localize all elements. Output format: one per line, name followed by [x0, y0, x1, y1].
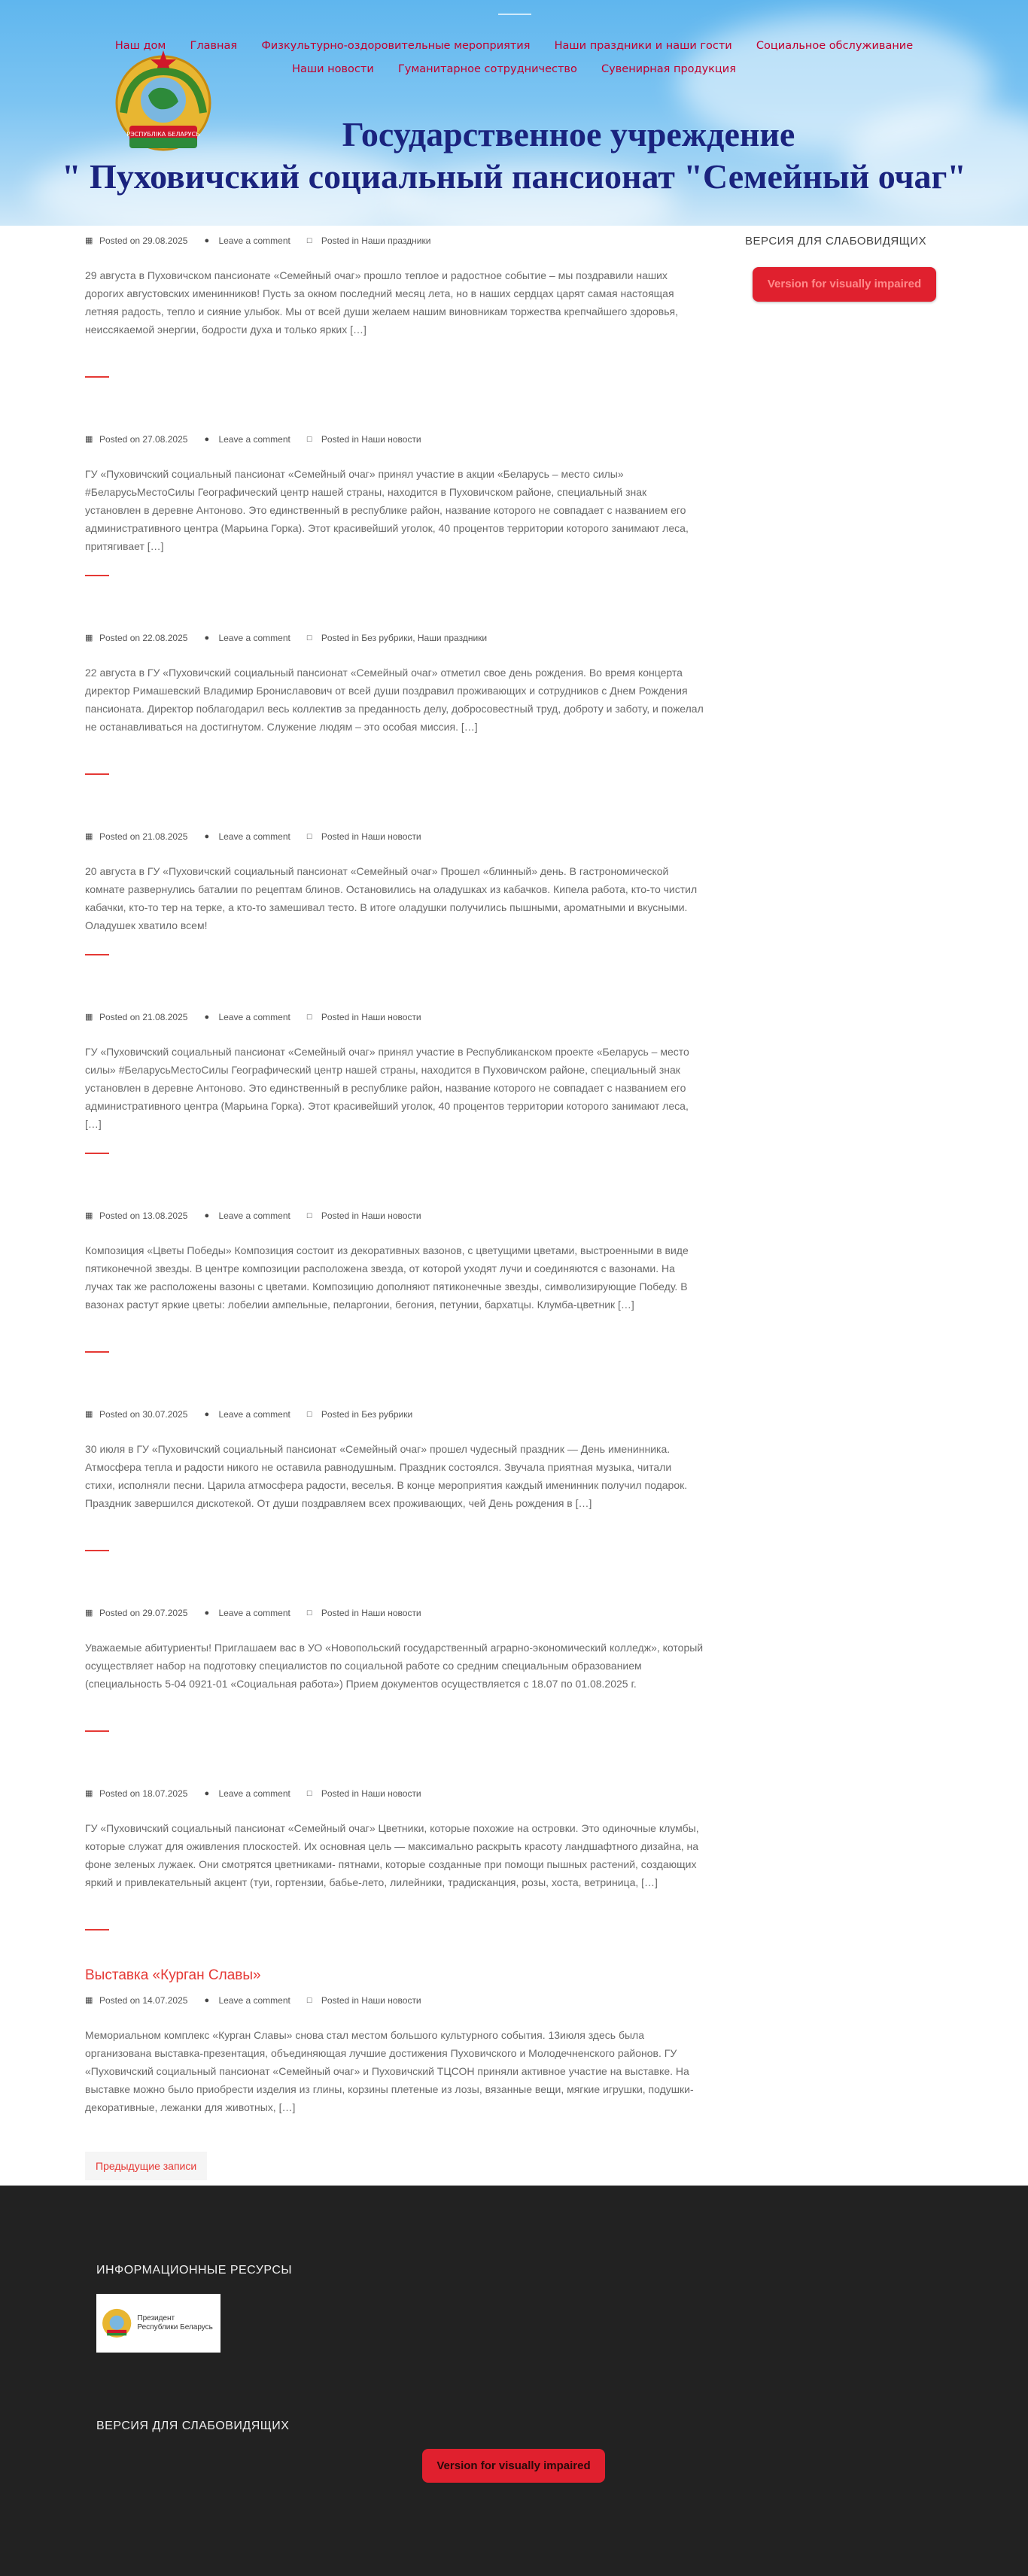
posted-in-label: Posted in: [321, 1409, 359, 1420]
post-item: [85, 1011, 704, 1133]
comment-icon: ●: [204, 831, 210, 841]
post-category-link[interactable]: Наши новости: [361, 831, 421, 842]
nav-item-souvenirs[interactable]: Сувенирная продукция: [601, 63, 736, 75]
post-separator: [85, 1153, 109, 1154]
emblem-text: РЭСПУБЛІКА БЕЛАРУСЬ: [126, 131, 200, 138]
folder-icon: □: [306, 1788, 312, 1798]
leave-comment-link[interactable]: Leave a comment: [218, 633, 290, 643]
comment-icon: ●: [204, 235, 210, 245]
posted-in-label: Posted in: [321, 235, 359, 246]
folder-icon: □: [306, 434, 312, 444]
post-item: [85, 1607, 704, 1693]
post-meta: [85, 1408, 704, 1420]
post-title[interactable]: Выставка «Курган Славы»: [85, 1967, 261, 1983]
post-category-link[interactable]: Наши новости: [361, 1012, 421, 1022]
post-date[interactable]: Posted on 30.07.2025: [99, 1409, 188, 1420]
posted-in-label: Posted in: [321, 633, 359, 643]
site-title-line1: Государственное учреждение: [342, 115, 795, 153]
site-footer: [0, 2186, 1028, 2576]
leave-comment-link[interactable]: Leave a comment: [218, 1012, 290, 1022]
folder-icon: □: [306, 235, 312, 245]
calendar-icon: ▦: [85, 633, 93, 642]
calendar-icon: ▦: [85, 831, 93, 841]
leave-comment-link[interactable]: Leave a comment: [218, 1788, 290, 1799]
post-meta: [85, 433, 704, 445]
comment-icon: ●: [204, 1995, 210, 2005]
post-meta: [85, 1210, 704, 1222]
leave-comment-link[interactable]: Leave a comment: [218, 1608, 290, 1618]
folder-icon: □: [306, 1995, 312, 2005]
comment-icon: ●: [204, 1788, 210, 1798]
comment-icon: ●: [204, 1211, 210, 1220]
posted-in-label: Posted in: [321, 434, 359, 445]
comment-icon: ●: [204, 1608, 210, 1618]
post-excerpt: ГУ «Пуховичский социальный пансионат «Семейный очаг» Цветники, которые похожие на островки. Это одиночные клумбы, которые служат для оживления плоскостей. Их основная цель — максимально раскрыть красоту ландшафтного дизайна, на фоне зеленых лужаек. Они смотрятся цветниками- пятнами, которые созданные при помощи пышных растений, создающих яркий и привлекательный акцент (туи, гортензии, бабье-лето, лилейники, традисканция, розы, хоста, ветриница, […]: [85, 1822, 699, 1888]
post-meta: [85, 1607, 704, 1619]
post-excerpt: 29 августа в Пуховичском пансионате «Семейный очаг» прошло теплое и радостное событие – мы поздравили наших дорогих августовских именинников! Пусть за окном последний месяц лета, но в наших сердцах царят самая настоящая летняя радость, тепло и сияние улыбок. Мы от всей души желаем нашим виновникам торжества крепчайшего здоровья, неиссякаемой энергии, бодрости духа и только ярких […]: [85, 269, 678, 336]
post-category-link[interactable]: Наши праздники: [361, 235, 431, 246]
folder-icon: □: [306, 1012, 312, 1022]
post-item: [85, 1210, 704, 1314]
post-date[interactable]: Posted on 27.08.2025: [99, 434, 188, 445]
post-date[interactable]: Posted on 21.08.2025: [99, 831, 188, 842]
post-item: [85, 1788, 704, 1891]
post-separator: [85, 575, 109, 576]
calendar-icon: ▦: [85, 1012, 93, 1022]
leave-comment-link[interactable]: Leave a comment: [218, 235, 290, 246]
posted-in-label: Posted in: [321, 1995, 359, 2006]
footer-visually-impaired-button[interactable]: Version for visually impaired: [422, 2449, 605, 2483]
post-meta: [85, 235, 704, 247]
leave-comment-link[interactable]: Leave a comment: [218, 1211, 290, 1221]
post-meta: [85, 1011, 704, 1023]
president-banner[interactable]: [96, 2294, 221, 2353]
post-date[interactable]: Posted on 29.07.2025: [99, 1608, 188, 1618]
post-excerpt: ГУ «Пуховичский социальный пансионат «Семейный очаг» принял участие в Республиканском проекте «Беларусь – место силы» #БеларусьМестоСилы Географический центр нашей страны, находится в Пуховичском районе, специальный знак установлен в деревне Антоново. Это единственный в республике район, название которого не совпадает с названием его административного центра (Марьина Горка). Этот красивейший уголок, 40 процентов территории которого занимают леса, […]: [85, 1046, 689, 1130]
post-separator: [85, 773, 109, 775]
post-category-link[interactable]: Наши новости: [361, 434, 421, 445]
posted-in-label: Posted in: [321, 1788, 359, 1799]
leave-comment-link[interactable]: Leave a comment: [218, 1995, 290, 2006]
post-category-link[interactable]: Наши новости: [361, 1211, 421, 1221]
posted-in-label: Posted in: [321, 1012, 359, 1022]
post-separator: [85, 1730, 109, 1732]
post-item: [85, 1408, 704, 1512]
calendar-icon: ▦: [85, 1211, 93, 1220]
previous-posts-link[interactable]: Предыдущие записи: [85, 2152, 207, 2180]
nav-item-social[interactable]: Социальное обслуживание: [756, 40, 914, 52]
post-excerpt: 20 августа в ГУ «Пуховичский социальный пансионат «Семейный очаг» Прошел «блинный» день. В гастрономической комнате развернулись баталии по рецептам блинов. Остановились на оладушках из кабачков. Кипела работа, кто-то чистил кабачки, кто-то тер на терке, а кто-то замешивал тесто. В итоге оладушки получились пышными, ароматными и вкусными. Оладушек хватило всем!: [85, 865, 698, 931]
comment-icon: ●: [204, 434, 210, 444]
post-meta: [85, 1788, 704, 1800]
calendar-icon: ▦: [85, 235, 93, 245]
nav-item-home[interactable]: Наш дом: [114, 40, 166, 52]
post-separator: [85, 1929, 109, 1930]
leave-comment-link[interactable]: Leave a comment: [218, 831, 290, 842]
folder-icon: □: [306, 1409, 312, 1419]
calendar-icon: ▦: [85, 1788, 93, 1798]
calendar-icon: ▦: [85, 434, 93, 444]
post-meta: [85, 1994, 704, 2006]
post-excerpt: 30 июля в ГУ «Пуховичский социальный пансионат «Семейный очаг» прошел чудесный праздник — День именинника. Атмосфера тепла и радости никого не оставила равнодушным. Праздник состоялся. Звучала приятная музыка, читали стихи, исполняли песни. Царила атмосфера радости, веселья. В конце мероприятия каждый именинник получил подарок. Праздник завершился дискотекой. От души поздравляем всех проживающих, чей День рождения в […]: [85, 1443, 688, 1509]
post-excerpt: ГУ «Пуховичский социальный пансионат «Семейный очаг» принял участие в акции «Беларусь – место силы» #БеларусьМестоСилы Географический центр нашей страны, находится в Пуховичском районе, специальный знак установлен в деревне Антоново. Это единственный в республике район, название которого не совпадает с названием его административного центра (Марьина Горка). Этот красивейший уголок, 40 процентов территории которого занимают леса, притягивает […]: [85, 468, 689, 552]
post-separator: [85, 1351, 109, 1353]
folder-icon: □: [306, 1608, 312, 1618]
leave-comment-link[interactable]: Leave a comment: [218, 434, 290, 445]
post-item: [85, 433, 704, 555]
folder-icon: □: [306, 633, 312, 642]
footer-vi-title: ВЕРСИЯ ДЛЯ СЛАБОВИДЯЩИХ: [96, 2420, 290, 2432]
post-meta: [85, 831, 704, 843]
post-excerpt: Мемориальном комплекс «Курган Славы» снова стал местом большого культурного события. 13июля здесь была организована выставка-презентация, объединяющая лучшие достижения Пуховичского и Молодечненского районов. ГУ «Пуховичский социальный пансионат «Семейный очаг» и Пуховичский ТЦСОН приняли активное участие на выставке. На выставке можно было приобрести изделия из глины, корзины плетеные из лозы, вязанные вещи, мягкие игрушки, подушки-декоративные, лежанки для животных, […]: [85, 2029, 694, 2113]
footer-resources-title: ИНФОРМАЦИОННЫЕ РЕСУРСЫ: [96, 2264, 293, 2277]
post-separator: [85, 1550, 109, 1551]
leave-comment-link[interactable]: Leave a comment: [218, 1409, 290, 1420]
post-category-link[interactable]: Наши новости: [361, 1608, 421, 1618]
folder-icon: □: [306, 1211, 312, 1220]
post-date[interactable]: Posted on 29.08.2025: [99, 235, 188, 246]
post-meta: [85, 632, 704, 644]
post-excerpt: 22 августа в ГУ «Пуховичский социальный пансионат «Семейный очаг» отметил свое день рождения. Во время концерта директор Римашевский Владимир Брониславович от всей души поздравил проживающих и сотрудников с Днем Рождения пансионата. Директор поблагодарил весь коллектив за преданность делу, добросовестный труд, доброту и заботу, и пожелал не останавливаться на достигнутом. Служение людям – это особая миссия. […]: [85, 667, 704, 733]
posted-in-label: Posted in: [321, 1608, 359, 1618]
folder-icon: □: [306, 831, 312, 841]
sidebar: [745, 235, 948, 302]
post-item: [85, 235, 704, 339]
post-item: [85, 632, 704, 736]
post-date[interactable]: Posted on 13.08.2025: [99, 1211, 188, 1221]
post-category-link[interactable]: Без рубрики, Наши праздники: [361, 633, 488, 643]
post-category-link[interactable]: Наши новости: [361, 1995, 421, 2006]
calendar-icon: ▦: [85, 1409, 93, 1419]
comment-icon: ●: [204, 1012, 210, 1022]
calendar-icon: ▦: [85, 1608, 93, 1618]
post-date[interactable]: Posted on 18.07.2025: [99, 1788, 188, 1799]
calendar-icon: ▦: [85, 1995, 93, 2005]
visually-impaired-button[interactable]: Version for visually impaired: [753, 267, 936, 302]
president-banner-text: Президент Республики Беларусь: [137, 2314, 213, 2331]
post-item: [85, 1967, 704, 2116]
post-separator: [85, 376, 109, 378]
post-category-link[interactable]: Без рубрики: [361, 1409, 413, 1420]
nav-item-sports[interactable]: Физкультурно-оздоровительные мероприятия: [261, 40, 531, 52]
sidebar-title: ВЕРСИЯ ДЛЯ СЛАБОВИДЯЩИХ: [745, 235, 927, 248]
post-excerpt: Композиция «Цветы Победы» Композиция состоит из декоративных вазонов, с цветущими цветами, выстроенными в виде пятиконечной звезды. В центре композиции расположена звезда, от которой уходят лучи и соединяются с вазонами. На лучах так же расположены вазоны с цветами. Композицию дополняют пятиконечные звезды, символизирующие Победу. В вазонах растут яркие цветы: лобелии ампельные, пеларгонии, бегония, петунии, бархатцы. Клумба-цветник […]: [85, 1244, 689, 1311]
post-excerpt: Уважаемые абитуриенты! Приглашаем вас в УО «Новопольский государственный аграрно-экономический колледж», который осуществляет набор на подготовку специалистов по социальной работе со средним специальным образованием (специальность 5-04 0921-01 «Социальная работа») Прием документов осуществляется с 18.07 по 01.08.2025 г.: [85, 1642, 704, 1690]
post-date[interactable]: Posted on 22.08.2025: [99, 633, 188, 643]
president-emblem-icon: [101, 2300, 132, 2347]
site-title-line2: " Пуховичский социальный пансионат "Семейный очаг": [62, 157, 966, 196]
nav-item-main[interactable]: Главная: [190, 40, 238, 52]
post-separator: [85, 954, 109, 955]
posted-in-label: Posted in: [321, 1211, 359, 1221]
nav-item-humanitarian[interactable]: Гуманитарное сотрудничество: [397, 63, 577, 75]
nav-item-holidays[interactable]: Наши праздники и наши гости: [554, 40, 732, 52]
post-category-link[interactable]: Наши новости: [361, 1788, 421, 1799]
comment-icon: ●: [204, 1409, 210, 1419]
post-item: [85, 831, 704, 934]
nav-item-news[interactable]: Наши новости: [292, 63, 374, 75]
post-date[interactable]: Posted on 14.07.2025: [99, 1995, 188, 2006]
comment-icon: ●: [204, 633, 210, 642]
post-date[interactable]: Posted on 21.08.2025: [99, 1012, 188, 1022]
posted-in-label: Posted in: [321, 831, 359, 842]
